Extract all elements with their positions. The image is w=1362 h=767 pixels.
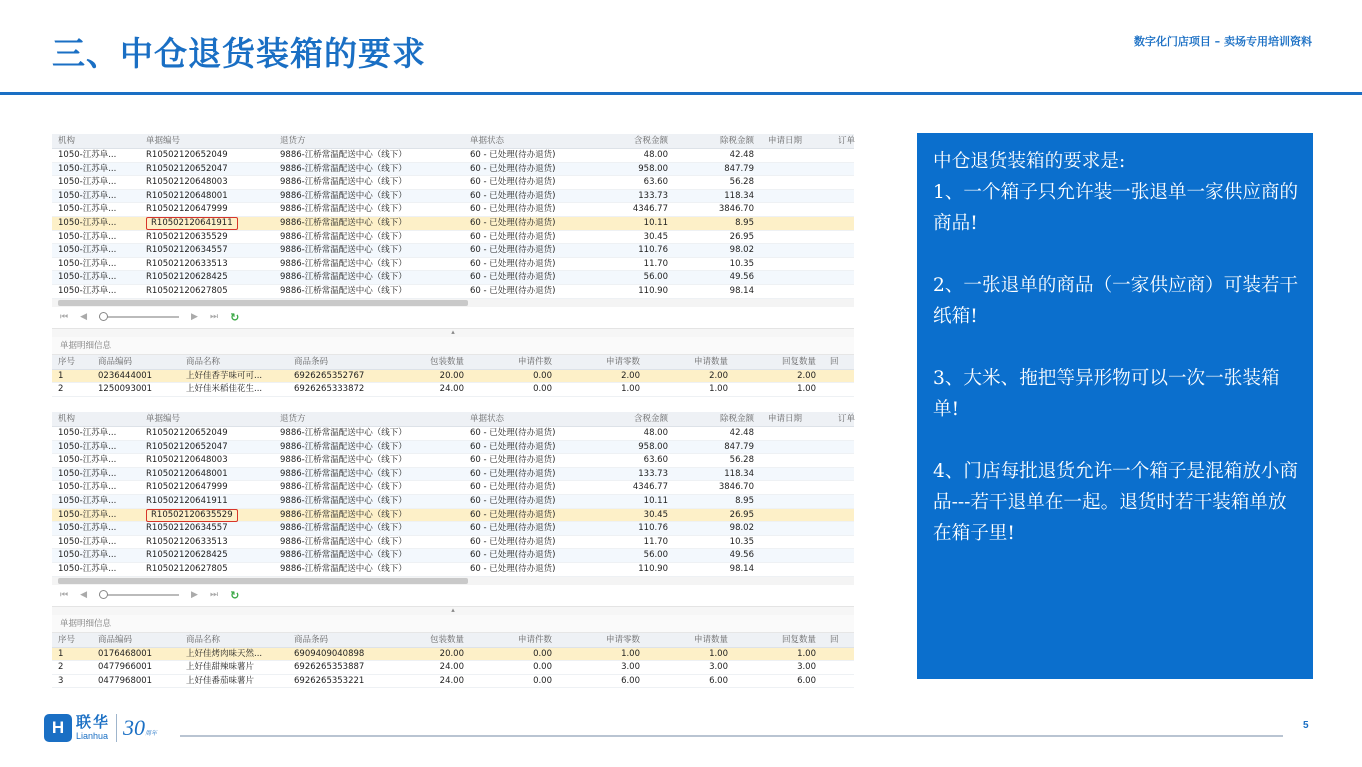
table-cell: 6.00 [709,675,728,686]
table-cell: 42.48 [729,150,754,160]
table-cell: 9886-江桥常温配送中心（线下） [280,495,407,506]
table-cell: 1 [58,370,64,381]
table-cell: 9886-江桥常温配送中心（线下） [280,523,407,534]
table-cell: 8.95 [735,217,754,228]
table-cell: R10502120627805 [146,285,228,296]
table-cell: 9886-江桥常温配送中心（线下） [280,204,407,215]
table-cell: R10502120648003 [146,177,228,188]
table-cell: 0477966001 [98,662,153,673]
table-cell: 56.28 [729,455,754,466]
table-cell: R10502120652049 [146,428,228,438]
table-cell: 9886-江桥常温配送中心（线下） [280,509,407,520]
table-cell: R10502120633513 [146,258,228,269]
grid-header [52,134,854,149]
table-cell: 1050-江苏阜... [58,455,117,466]
table-cell: 110.76 [638,245,668,256]
table-cell: 847.79 [724,163,754,174]
table-cell: 2.00 [621,370,640,381]
table-cell: 1050-江苏阜... [58,150,117,160]
table-cell: 9886-江桥常温配送中心（线下） [280,455,407,466]
requirement-2: 2、一张退单的商品（一家供应商）可装若干纸箱! [933,275,1299,327]
table-cell: 上好佳甜辣味薯片 [186,662,255,673]
table-cell: 60 - 已处理(待办退货) [470,177,556,188]
column-header: 商品名称 [186,634,221,645]
requirement-4: 4、门店每批退货允许一个箱子是混箱放小商品---若干退单在一起。退货时若干装箱单放在箱子里! [933,461,1299,544]
table-cell: 1050-江苏阜... [58,563,117,574]
table-cell: 9886-江桥常温配送中心（线下） [280,550,407,561]
table-cell: 1050-江苏阜... [58,204,117,215]
column-header: 申请日期 [768,136,803,146]
table-cell: R10502120652047 [146,441,228,452]
table-cell: R10502120628425 [146,550,228,561]
column-header: 退货方 [280,136,306,146]
table-cell: 1.00 [797,384,816,395]
table-cell: 60 - 已处理(待办退货) [470,245,556,256]
scrollbar-thumb[interactable] [58,578,468,584]
column-header: 申请零数 [605,356,640,367]
table-cell: 1050-江苏阜... [58,536,117,547]
table-cell: 60 - 已处理(待办退货) [470,217,556,228]
table-cell: 1050-江苏阜... [58,468,117,479]
column-header: 申请数量 [693,356,728,367]
table-cell: 60 - 已处理(待办退货) [470,258,556,269]
table-cell: 1050-江苏阜... [58,523,117,534]
requirements-panel [917,133,1313,679]
table-cell [140,217,274,230]
column-header: 含税金额 [633,136,668,146]
column-header: 单据编号 [146,136,181,146]
table-cell: 6926265353221 [294,675,365,686]
table-cell: 133.73 [638,468,668,479]
column-header: 单据编号 [146,414,181,424]
column-header: 除税金额 [719,136,754,146]
table-row-selected[interactable] [52,217,854,231]
column-header: 订单 [838,136,856,146]
table-row[interactable] [52,244,854,258]
table-cell: 48.00 [643,150,668,160]
table-cell: 6926265353887 [294,662,365,673]
table-cell: 42.48 [729,428,754,438]
table-cell: 9886-江桥常温配送中心（线下） [280,190,407,201]
table-cell: 1050-江苏阜... [58,495,117,506]
first-page-icon[interactable]: ⏮ [60,590,69,601]
table-cell: 24.00 [439,675,464,686]
next-page-icon[interactable]: ▶ [191,590,198,601]
table-cell: 1.00 [621,648,640,659]
column-header: 商品编码 [98,356,133,367]
table-cell: 1 [58,648,64,659]
next-page-icon[interactable]: ▶ [191,312,198,323]
table-cell: 9886-江桥常温配送中心（线下） [280,231,407,242]
column-header: 回 [830,634,839,645]
table-cell: 9886-江桥常温配送中心（线下） [280,150,407,160]
table-cell: 60 - 已处理(待办退货) [470,468,556,479]
table-cell: 98.02 [729,245,754,256]
table-cell: 1050-江苏阜... [58,163,117,174]
table-cell: 60 - 已处理(待办退货) [470,163,556,174]
table-cell: 1.00 [797,648,816,659]
table-cell: R10502120647999 [146,204,228,215]
table-cell: 48.00 [643,428,668,438]
column-header: 回复数量 [781,634,816,645]
table-cell: 9886-江桥常温配送中心（线下） [280,258,407,269]
detail-row[interactable] [52,648,854,662]
table-cell: 上好佳米稻佳花生... [186,384,263,395]
table-cell: 9886-江桥常温配送中心（线下） [280,563,407,574]
table-cell: 3.00 [797,662,816,673]
table-row[interactable] [52,258,854,272]
table-row[interactable] [52,231,854,245]
table-cell: 1.00 [709,648,728,659]
detail-row[interactable] [52,370,854,384]
table-cell: 98.14 [729,563,754,574]
table-cell: 9886-江桥常温配送中心（线下） [280,217,407,228]
table-row[interactable] [52,454,854,468]
table-cell: 958.00 [638,441,668,452]
table-cell: 49.56 [729,550,754,561]
table-cell: 1050-江苏阜... [58,177,117,188]
table-cell: 60 - 已处理(待办退货) [470,523,556,534]
table-cell: 0.00 [533,675,552,686]
table-row[interactable] [52,441,854,455]
table-cell: R10502120634557 [146,523,228,534]
table-cell: 1.00 [709,384,728,395]
column-header: 退货方 [280,414,306,424]
table-cell: 1050-江苏阜... [58,272,117,283]
horizontal-scrollbar[interactable] [52,299,854,307]
table-cell: 0.00 [533,384,552,395]
column-header: 机构 [58,414,76,424]
table-cell: 133.73 [638,190,668,201]
table-cell: 0176468001 [98,648,153,659]
table-row[interactable] [52,285,854,299]
table-cell: 60 - 已处理(待办退货) [470,495,556,506]
table-row[interactable] [52,427,854,441]
table-cell: 上好佳烤肉味天然... [186,648,263,659]
table-cell: 9886-江桥常温配送中心（线下） [280,163,407,174]
table-cell: 9886-江桥常温配送中心（线下） [280,468,407,479]
table-row[interactable] [52,549,854,563]
table-cell: 1250093001 [98,384,153,395]
table-cell: 3846.70 [718,482,754,493]
table-row[interactable] [52,481,854,495]
requirement-1: 1、一个箱子只允许装一张退单一家供应商的商品! [933,182,1299,234]
column-header: 除税金额 [719,414,754,424]
detail-row[interactable] [52,383,854,397]
pager-bar [52,307,854,329]
table-cell: 20.00 [439,648,464,659]
table-cell: 110.90 [638,285,668,296]
table-cell: R10502120652049 [146,150,228,160]
table-cell: 11.70 [643,258,668,269]
table-cell: 56.00 [643,550,668,561]
anniversary-mark: 30周年 [123,715,158,740]
page-slider-knob[interactable] [99,590,108,599]
table-cell: 63.60 [643,455,668,466]
table-cell: 110.90 [638,563,668,574]
column-header: 含税金额 [633,414,668,424]
table-cell: 2.00 [797,370,816,381]
table-cell: 1050-江苏阜... [58,441,117,452]
table-cell: 30.45 [643,509,668,520]
column-header: 回 [830,356,839,367]
table-cell: 60 - 已处理(待办退货) [470,550,556,561]
table-cell: 63.60 [643,177,668,188]
page-number: 5 [1303,720,1309,731]
table-cell: 56.28 [729,177,754,188]
detail-section-title: 单据明细信息 [52,615,854,633]
table-cell: 10.11 [643,217,668,228]
logo-name-cn: 联华 [76,713,111,731]
highlighted-doc-number: R10502120641911 [146,217,238,230]
table-cell: 0.00 [533,370,552,381]
detail-section-title: 单据明细信息 [52,337,854,355]
table-cell: 847.79 [724,441,754,452]
table-cell: R10502120628425 [146,272,228,283]
table-cell: 60 - 已处理(待办退货) [470,272,556,283]
detail-grid-header [52,355,854,370]
table-cell: 2 [58,662,64,673]
table-cell: 9886-江桥常温配送中心（线下） [280,177,407,188]
table-cell: 60 - 已处理(待办退货) [470,482,556,493]
panel-splitter[interactable]: ▴ [52,607,854,615]
table-cell: 0.00 [533,662,552,673]
table-cell: 9886-江桥常温配送中心（线下） [280,285,407,296]
table-cell: 60 - 已处理(待办退货) [470,509,556,520]
column-header: 申请日期 [768,414,803,424]
panel-splitter[interactable]: ▴ [52,329,854,337]
table-cell: R10502120635529 [146,231,228,242]
table-cell: R10502120648001 [146,468,228,479]
table-cell: 6926265333872 [294,384,365,395]
table-cell: 11.70 [643,536,668,547]
table-cell: 8.95 [735,495,754,506]
footer-divider [180,735,1283,737]
detail-row[interactable] [52,661,854,675]
table-cell: 1.00 [621,384,640,395]
table-row[interactable] [52,563,854,577]
table-cell: 26.95 [729,231,754,242]
table-cell: 2.00 [709,370,728,381]
prev-page-icon[interactable]: ◀ [80,590,88,601]
slide-subtitle: 数字化门店项目 – 卖场专用培训资料 [1133,35,1312,48]
column-header: 序号 [58,356,76,367]
table-cell: 1050-江苏阜... [58,285,117,296]
table-cell: 958.00 [638,163,668,174]
highlighted-doc-number: R10502120635529 [146,509,238,522]
table-cell: 60 - 已处理(待办退货) [470,150,556,160]
table-cell: 0.00 [533,648,552,659]
table-cell: 1050-江苏阜... [58,482,117,493]
page-slider-knob[interactable] [99,312,108,321]
table-cell: 3.00 [621,662,640,673]
table-cell: 10.35 [729,536,754,547]
table-cell: 24.00 [439,384,464,395]
table-row[interactable] [52,536,854,550]
table-cell: 1050-江苏阜... [58,231,117,242]
table-cell: R10502120634557 [146,245,228,256]
table-cell: 1050-江苏阜... [58,550,117,561]
table-cell: R10502120633513 [146,536,228,547]
table-cell: 6.00 [621,675,640,686]
table-cell: 49.56 [729,272,754,283]
table-cell: 98.14 [729,285,754,296]
table-cell: 118.34 [724,468,754,479]
table-row[interactable] [52,190,854,204]
table-cell: 4346.77 [632,204,668,215]
returns-grid-screenshot-bottom [52,412,856,686]
table-row[interactable] [52,149,854,163]
last-page-icon[interactable]: ⏭ [209,590,219,601]
table-cell: 上好佳番茄味薯片 [186,675,255,686]
table-cell: 60 - 已处理(待办退货) [470,428,556,438]
table-cell: 60 - 已处理(待办退货) [470,563,556,574]
table-cell: 上好佳香芋味可可... [186,370,263,381]
prev-page-icon[interactable]: ◀ [80,312,88,323]
table-cell: 60 - 已处理(待办退货) [470,231,556,242]
page-slider[interactable] [99,316,179,318]
column-header: 订单 [838,414,856,424]
table-cell: 24.00 [439,662,464,673]
lianhua-logo-icon: H [44,714,72,742]
table-cell: 118.34 [724,190,754,201]
table-cell: 10.11 [643,495,668,506]
column-header: 申请数量 [693,634,728,645]
table-cell: R10502120652047 [146,163,228,174]
detail-row[interactable] [52,675,854,689]
column-header: 单据状态 [470,136,505,146]
table-row[interactable] [52,203,854,217]
table-cell: 60 - 已处理(待办退货) [470,204,556,215]
title-divider [0,92,1362,95]
table-cell: 3846.70 [718,204,754,215]
refresh-icon[interactable]: ↻ [230,588,240,602]
column-header: 申请零数 [605,634,640,645]
logo-name-en: Lianhua [76,731,109,741]
table-cell: 9886-江桥常温配送中心（线下） [280,245,407,256]
column-header: 回复数量 [781,356,816,367]
table-cell: 6926265352767 [294,370,365,381]
table-cell: 30.45 [643,231,668,242]
table-cell: 1050-江苏阜... [58,245,117,256]
table-cell: 6909409040898 [294,648,365,659]
table-cell: 10.35 [729,258,754,269]
column-header: 商品名称 [186,356,221,367]
table-row[interactable] [52,495,854,509]
table-cell: 98.02 [729,523,754,534]
table-cell: 9886-江桥常温配送中心（线下） [280,536,407,547]
column-header: 商品编码 [98,634,133,645]
table-cell: 60 - 已处理(待办退货) [470,455,556,466]
table-cell: 60 - 已处理(待办退货) [470,536,556,547]
scrollbar-thumb[interactable] [58,300,468,306]
table-row[interactable] [52,163,854,177]
table-cell: 9886-江桥常温配送中心（线下） [280,441,407,452]
table-cell: 1050-江苏阜... [58,258,117,269]
column-header: 包装数量 [429,356,464,367]
table-row[interactable] [52,468,854,482]
table-cell: 26.95 [729,509,754,520]
table-cell: 56.00 [643,272,668,283]
table-cell: R10502120648001 [146,190,228,201]
column-header: 申请件数 [517,634,552,645]
column-header: 序号 [58,634,76,645]
returns-grid-screenshot-top [52,134,856,395]
requirements-intro: 中仓退货装箱的要求是: [933,151,1126,172]
table-cell: 0236444001 [98,370,153,381]
table-cell [140,509,274,522]
table-cell: 60 - 已处理(待办退货) [470,285,556,296]
table-cell: 20.00 [439,370,464,381]
table-cell: 9886-江桥常温配送中心（线下） [280,272,407,283]
slide-title: 三、中仓退货装箱的要求 [52,34,426,73]
last-page-icon[interactable]: ⏭ [209,312,219,323]
detail-grid-header [52,633,854,648]
column-header: 单据状态 [470,414,505,424]
table-cell: R10502120647999 [146,482,228,493]
table-cell: 1050-江苏阜... [58,190,117,201]
column-header: 商品条码 [294,634,329,645]
table-cell: 9886-江桥常温配送中心（线下） [280,428,407,438]
requirement-3: 3、大米、拖把等异形物可以一次一张装箱单! [933,368,1280,420]
column-header: 商品条码 [294,356,329,367]
table-cell: 6.00 [797,675,816,686]
table-cell: R10502120641911 [146,495,228,506]
horizontal-scrollbar[interactable] [52,577,854,585]
first-page-icon[interactable]: ⏮ [60,312,69,323]
table-row[interactable] [52,522,854,536]
column-header: 机构 [58,136,76,146]
table-cell: 1050-江苏阜... [58,509,117,520]
table-cell: 60 - 已处理(待办退货) [470,190,556,201]
table-cell: 0477968001 [98,675,153,686]
pager-bar [52,585,854,607]
table-cell: 110.76 [638,523,668,534]
table-cell: 3.00 [709,662,728,673]
table-cell: 3 [58,675,64,686]
column-header: 包装数量 [429,634,464,645]
grid-header [52,412,854,427]
table-row[interactable] [52,176,854,190]
column-header: 申请件数 [517,356,552,367]
table-row[interactable] [52,271,854,285]
table-cell: 9886-江桥常温配送中心（线下） [280,482,407,493]
table-cell: 4346.77 [632,482,668,493]
page-slider[interactable] [99,594,179,596]
table-cell: 1050-江苏阜... [58,428,117,438]
table-cell: 60 - 已处理(待办退货) [470,441,556,452]
table-row-selected[interactable] [52,509,854,523]
table-cell: 2 [58,384,64,395]
refresh-icon[interactable]: ↻ [230,310,240,324]
table-cell: R10502120648003 [146,455,228,466]
table-cell: 1050-江苏阜... [58,217,117,228]
table-cell: R10502120627805 [146,563,228,574]
lianhua-logo [44,714,157,742]
